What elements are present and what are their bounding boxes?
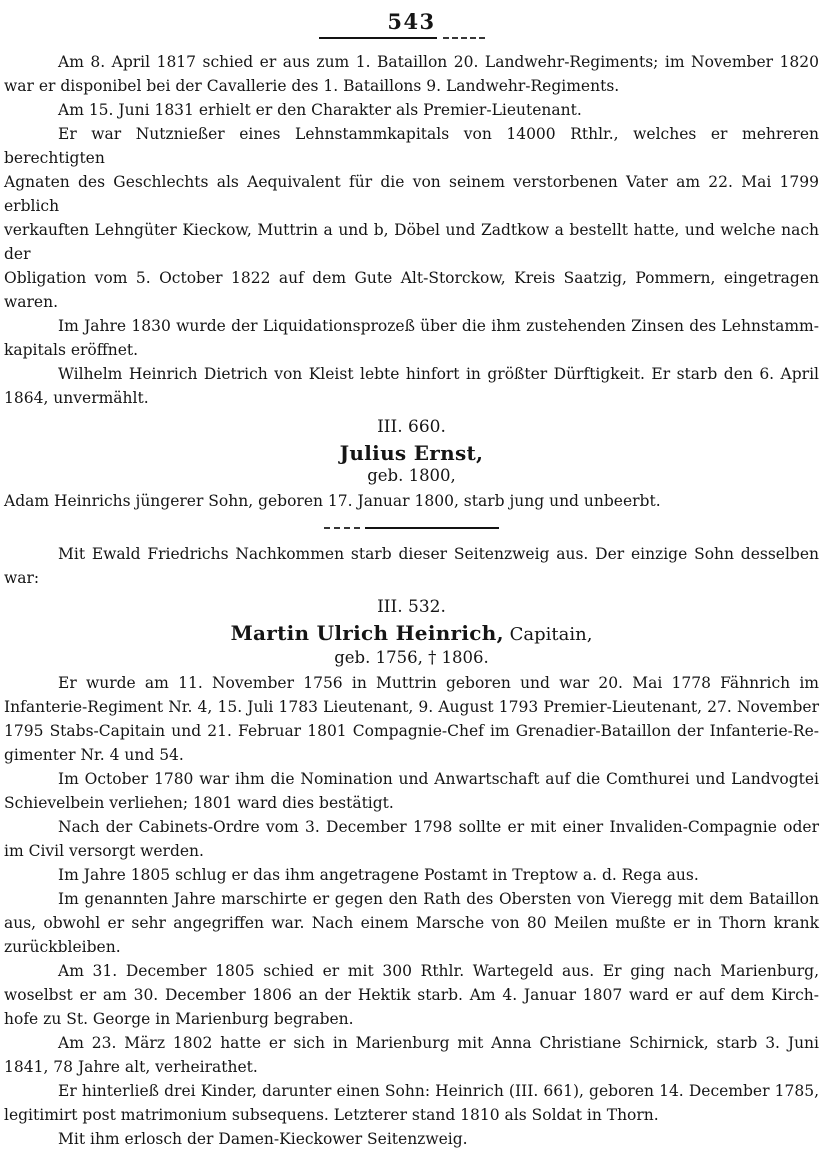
- paragraph: [4, 98, 819, 122]
- heading-text: geb. 1800,: [367, 466, 456, 485]
- text-line: Am 8. April 1817 schied er aus zum 1. Bataillon 20. Landwehr-Regiments; im November 1820: [58, 53, 819, 71]
- heading-text: III. 532.: [377, 597, 446, 617]
- header-rule-line: [319, 37, 437, 39]
- birth-death-heading: [4, 647, 819, 669]
- text-line: Am 15. Juni 1831 erhielt er den Charakter als Premier-Lieutenant.: [58, 101, 582, 119]
- text-line: Am 31. December 1805 schied er mit 300 Rthlr. Wartegeld aus. Er ging nach Marienburg,: [58, 962, 819, 980]
- section-number-heading: [4, 596, 819, 618]
- text-line: war er disponibel bei der Cavallerie des 1. Bataillons 9. Landwehr-Regiments.: [4, 77, 620, 95]
- text-line: Er wurde am 11. November 1756 in Muttrin geboren und war 20. Mai 1778 Fähnrich im: [58, 674, 819, 692]
- text-line: woselbst er am 30. December 1806 an der Hektik starb. Am 4. Januar 1807 ward er auf dem Kirch-: [4, 986, 819, 1004]
- text-line: Im genannten Jahre marschirte er gegen den Rath des Obersten von Vieregg mit dem Bataillon: [58, 890, 819, 908]
- text-line: Im October 1780 war ihm die Nomination und Anwartschaft auf die Comthurei und Landvogtei: [58, 770, 819, 788]
- paragraph: [4, 1127, 819, 1151]
- page-number: 543: [387, 9, 436, 34]
- text-line: Am 23. März 1802 hatte er sich in Marienburg mit Anna Christiane Schirnick, starb 3. Juni: [58, 1034, 819, 1052]
- paragraph: [4, 863, 819, 887]
- text-line: Infanterie-Regiment Nr. 4, 15. Juli 1783 Lieutenant, 9. August 1793 Premier-Lieutenant, 27. November: [4, 698, 819, 716]
- text-line: aus, obwohl er sehr angegriffen war. Nach einem Marsche von 80 Meilen mußte er in Thorn krank: [4, 914, 819, 932]
- text-line: zurückbleiben.: [4, 938, 121, 956]
- text-line: 1864, unvermählt.: [4, 389, 149, 407]
- text-line: Nach der Cabinets-Ordre vom 3. December 1798 sollte er mit einer Invaliden-Compagnie oder: [58, 818, 819, 836]
- paragraph: [4, 1079, 819, 1127]
- heading-suffix: Capitain,: [503, 624, 593, 645]
- text-line: Im Jahre 1830 wurde der Liquidationsprozeß über die ihm zustehenden Zinsen des Lehnstamm-: [58, 317, 819, 335]
- person-name-heading: [4, 441, 819, 465]
- page-header: [4, 10, 819, 41]
- paragraph: [4, 1031, 819, 1079]
- page-content: [4, 50, 819, 1151]
- text-line: Agnaten des Geschlechts als Aequivalent für die von seinem verstorbenen Vater am 22. Mai 1799 erblich: [4, 173, 819, 215]
- text-line: gimenter Nr. 4 und 54.: [4, 746, 184, 764]
- header-rule: [0, 35, 809, 41]
- text-line: kapitals eröffnet.: [4, 341, 139, 359]
- heading-text: III. 660.: [377, 417, 446, 437]
- heading-text: Martin Ulrich Heinrich,: [230, 621, 504, 645]
- text-line: Im Jahre 1805 schlug er das ihm angetragene Postamt in Treptow a. d. Rega aus.: [58, 866, 699, 884]
- header-rule-dashes: [443, 37, 485, 39]
- paragraph: [4, 815, 819, 863]
- text-line: Adam Heinrichs jüngerer Sohn, geboren 17. Januar 1800, starb jung und unbeerbt.: [4, 492, 661, 510]
- separator-dashes: [324, 527, 360, 529]
- birth-death-heading: [4, 465, 819, 487]
- section-number-heading: [4, 416, 819, 438]
- paragraph: [4, 887, 819, 959]
- separator-line: [365, 527, 499, 529]
- text-line: 1841, 78 Jahre alt, verheirathet.: [4, 1058, 258, 1076]
- text-line: im Civil versorgt werden.: [4, 842, 204, 860]
- text-line: Mit Ewald Friedrichs Nachkommen starb dieser Seitenzweig aus. Der einzige Sohn desselben war:: [4, 545, 819, 587]
- text-line: Er hinterließ drei Kinder, darunter einen Sohn: Heinrich (III. 661), geboren 14. December 1785,: [58, 1082, 819, 1100]
- text-line: Obligation vom 5. October 1822 auf dem Gute Alt-Storckow, Kreis Saatzig, Pommern, eingetragen waren.: [4, 269, 819, 311]
- paragraph: [4, 50, 819, 98]
- text-line: verkauften Lehngüter Kieckow, Muttrin a und b, Döbel und Zadtkow a bestellt hatte, und welche nach der: [4, 221, 819, 263]
- heading-text: Julius Ernst,: [339, 441, 484, 465]
- paragraph: [4, 542, 819, 590]
- paragraph: [4, 959, 819, 1031]
- text-line: Wilhelm Heinrich Dietrich von Kleist lebte hinfort in größter Dürftigkeit. Er starb den 6. April: [58, 365, 819, 383]
- paragraph: [4, 489, 819, 513]
- paragraph: [4, 671, 819, 767]
- paragraph: [4, 314, 819, 362]
- text-line: legitimirt post matrimonium subsequens. Letzterer stand 1810 als Soldat in Thorn.: [4, 1106, 659, 1124]
- text-line: hofe zu St. George in Marienburg begraben.: [4, 1010, 354, 1028]
- section-separator-rule: [4, 526, 819, 529]
- heading-text: geb. 1756, † 1806.: [334, 648, 489, 667]
- person-name-heading: [4, 621, 819, 647]
- text-line: Schievelbein verliehen; 1801 ward dies bestätigt.: [4, 794, 394, 812]
- paragraph: [4, 122, 819, 314]
- text-line: 1795 Stabs-Capitain und 21. Februar 1801 Compagnie-Chef im Grenadier-Bataillon der Infanterie-Re-: [4, 722, 819, 740]
- paragraph: [4, 362, 819, 410]
- paragraph: [4, 767, 819, 815]
- text-line: Er war Nutznießer eines Lehnstammkapitals von 14000 Rthlr., welches er mehreren berechtigten: [4, 125, 819, 167]
- text-line: Mit ihm erlosch der Damen-Kieckower Seitenzweig.: [58, 1130, 468, 1148]
